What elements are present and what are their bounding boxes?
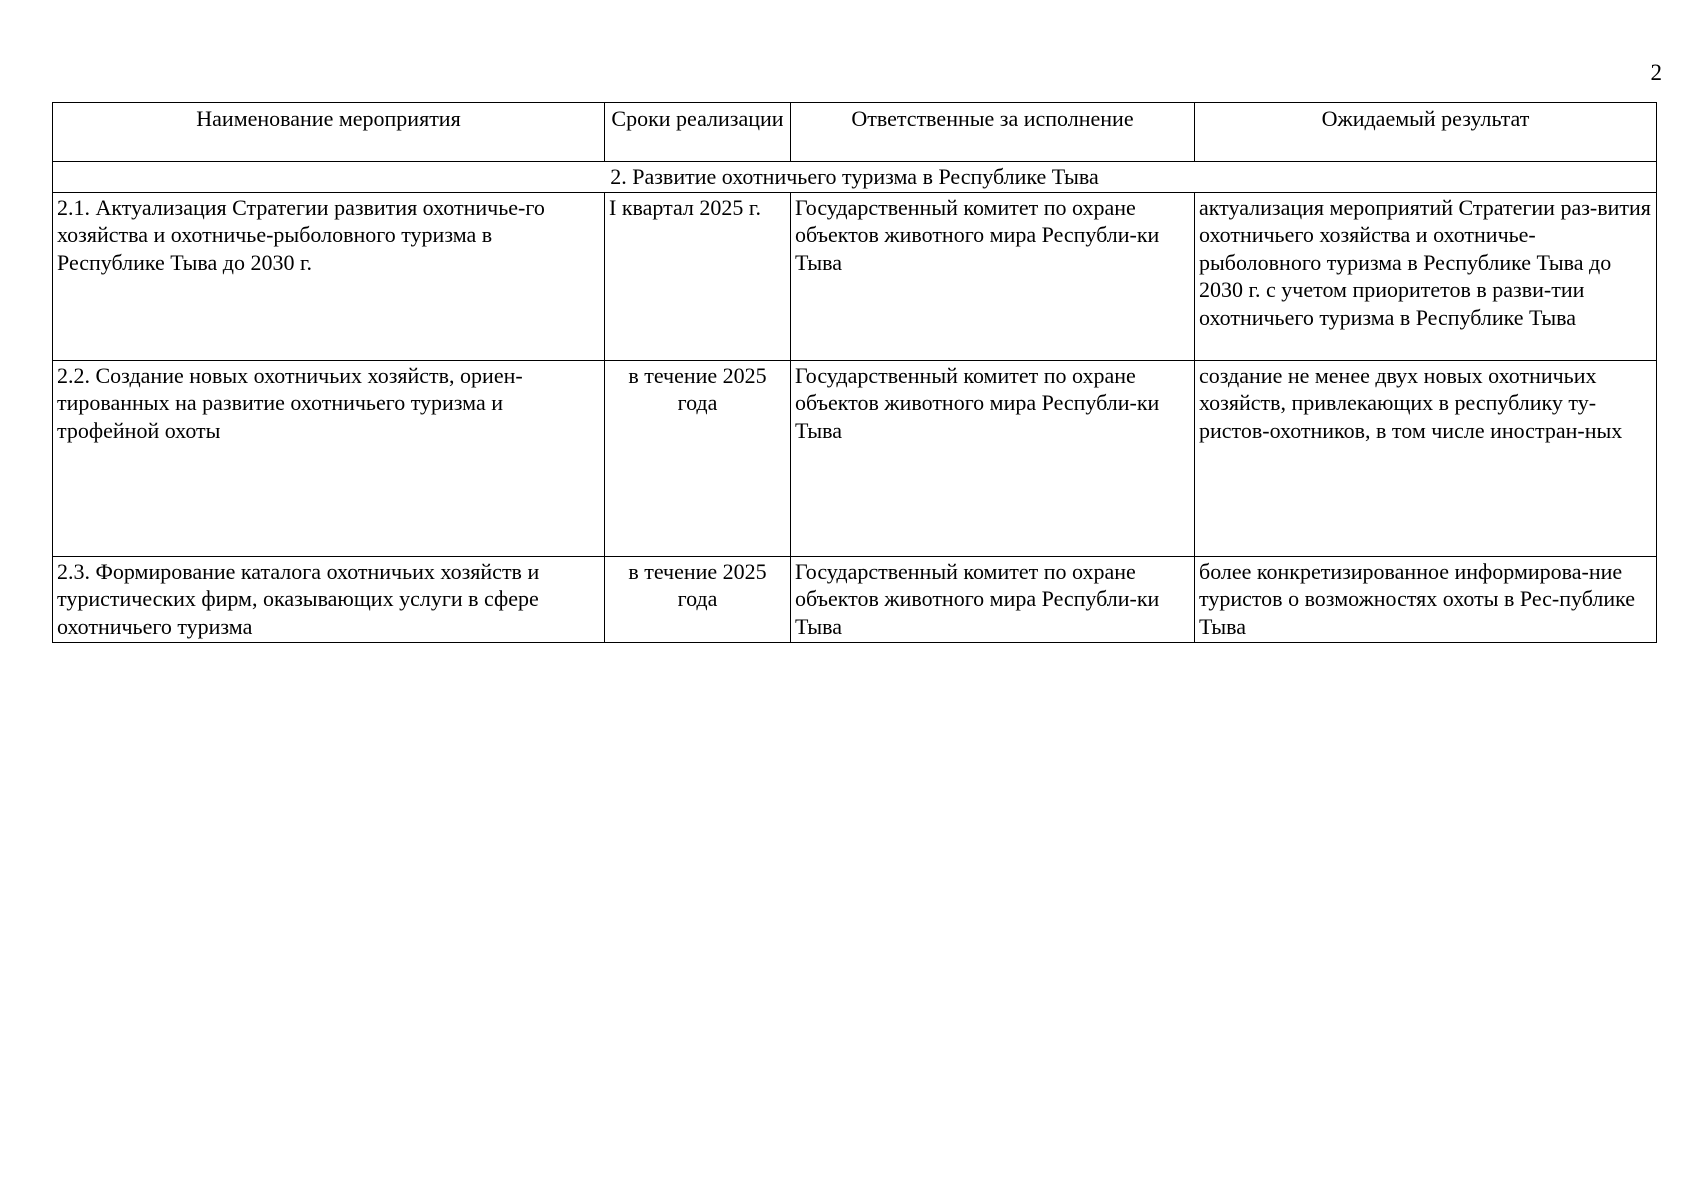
header-measure-name: Наименование мероприятия [53, 103, 605, 162]
result-cell: создание не менее двух новых охотничьих хозяйств, привлекающих в республику ту-ристов-охотников, в том числе иностран-ных [1195, 360, 1657, 556]
section-row [53, 162, 1657, 193]
result-cell: актуализация мероприятий Стратегии раз-вития охотничьего хозяйства и охотничье-рыболовного туризма в Республике Тыва до 2030 г. с учетом приоритетов в разви-тии охотничьего туризма в Республике Тыва [1195, 192, 1657, 360]
page-number: 2 [1650, 60, 1662, 85]
measure-name-cell: 2.3. Формирование каталога охотничьих хозяйств и туристических фирм, оказывающих услуги в сфере охотничьего туризма [53, 556, 605, 642]
term-cell: I квартал 2025 г. [605, 192, 791, 360]
measure-name-cell: 2.1. Актуализация Стратегии развития охотничье-го хозяйства и охотничье-рыболовного туризма в Республике Тыва до 2030 г. [53, 192, 605, 360]
responsible-cell: Государственный комитет по охране объектов животного мира Республи-ки Тыва [791, 192, 1195, 360]
table-header-row [53, 103, 1657, 162]
term-cell: в течение 2025 года [605, 360, 791, 556]
responsible-cell: Государственный комитет по охране объектов животного мира Республи-ки Тыва [791, 556, 1195, 642]
measures-table [52, 102, 1657, 643]
header-responsible: Ответственные за исполнение [791, 103, 1195, 162]
term-cell: в течение 2025 года [605, 556, 791, 642]
table-row [53, 192, 1657, 360]
header-expected-result: Ожидаемый результат [1195, 103, 1657, 162]
responsible-cell: Государственный комитет по охране объектов животного мира Республи-ки Тыва [791, 360, 1195, 556]
section-title: 2. Развитие охотничьего туризма в Республике Тыва [53, 162, 1657, 193]
table-row [53, 360, 1657, 556]
result-cell: более конкретизированное информирова-ние туристов о возможностях охоты в Рес-публике Тыва [1195, 556, 1657, 642]
table-row [53, 556, 1657, 642]
header-implementation-term: Сроки реализации [605, 103, 791, 162]
measure-name-cell: 2.2. Создание новых охотничьих хозяйств, ориен-тированных на развитие охотничьего туризма и трофейной охоты [53, 360, 605, 556]
